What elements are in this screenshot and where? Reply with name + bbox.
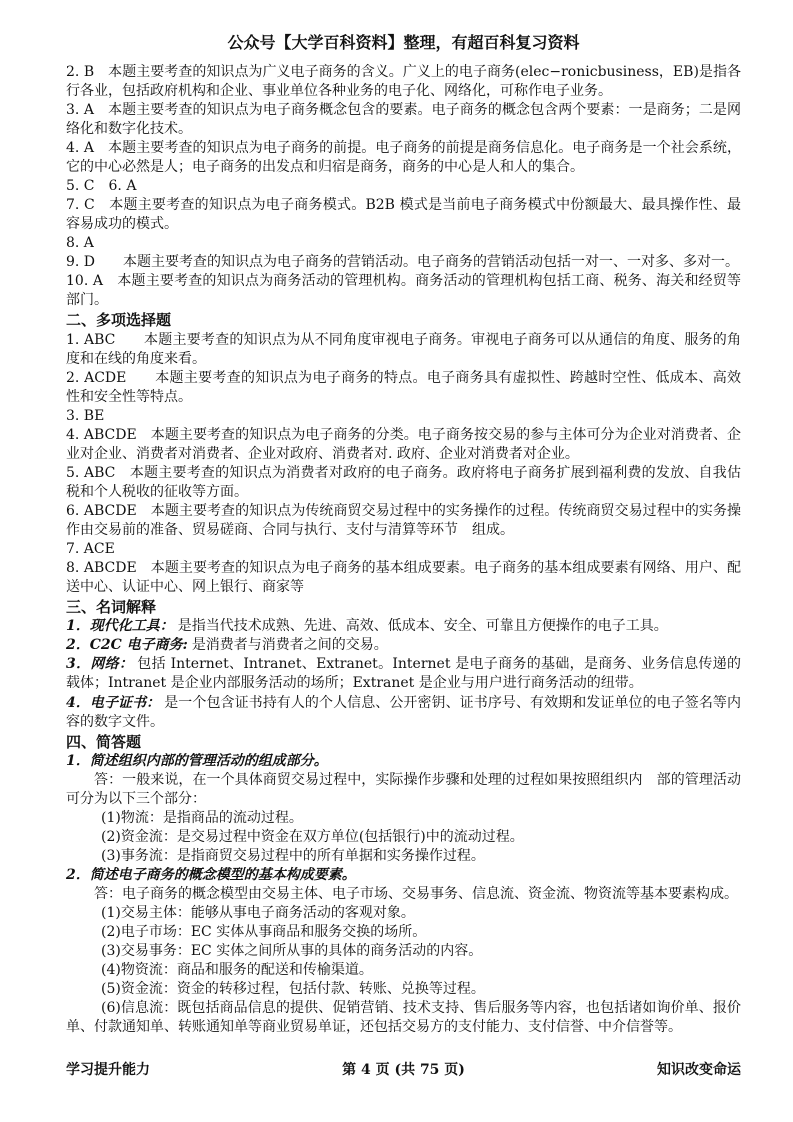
term-text: 是指当代技术成熟、先进、高效、低成本、安全、可靠且方便操作的电子工具。	[177, 618, 668, 635]
term-label: 4．电子证书：	[66, 694, 161, 711]
answer-text: 答：电子商务的概念模型由交易主体、电子市场、交易事务、信息流、资金流、物资流等基本要素构成。	[94, 886, 738, 903]
list-item: (1)交易主体：能够从事电子商务活动的客观对象。	[101, 905, 415, 922]
question-heading: 2．简述电子商务的概念模型的基本构成要素。	[66, 867, 356, 884]
answer-paragraph: 7. ACE	[66, 540, 115, 557]
list-item: (4)物资流：商品和服务的配送和传榆渠道。	[101, 962, 373, 979]
section-heading-multiple-choice: 二、多项选择题	[66, 311, 172, 330]
answer-paragraph: 2. ACDE 本题主要考查的知识点为电子商务的特点。电子商务具有虚拟性、跨越时空性、低成本、高效性和安全性等特点。	[66, 369, 741, 405]
list-item: (6)信息流：既包括商品信息的提供、促销营销、技术支持、售后服务等内容，也包括诸如询价单、报价单、付款通知单、转账通知单等商业贸易单证，还包括交易方的支付能力、支付信誉、中介信誉等。	[66, 1000, 741, 1036]
list-item: (3)交易事务：EC 实体之间所从事的具体的商务活动的内容。	[101, 943, 483, 960]
answer-paragraph: 8. ABCDE 本题主要考查的知识点为电子商务的基本组成要素。电子商务的基本组成要素有网络、用户、配送中心、认证中心、网上银行、商家等	[66, 559, 741, 595]
answer-text: 答：一般来说，在一个具体商贸交易过程中，实际操作步骤和处理的过程如果按照组织内 部的管理活动可分为以下三个部分：	[66, 771, 741, 808]
term-definition	[66, 655, 741, 693]
section-heading-terms: 三、名词解释	[66, 597, 157, 616]
answer-paragraph: 4. ABCDE 本题主要考查的知识点为电子商务的分类。电子商务按交易的参与主体可分为企业对消费者、企业对企业、消费者对消费者、企业对政府、消费者对. 政府、企业对消费者对企业。	[66, 426, 741, 462]
answer-paragraph: 3. A 本题主要考查的知识点为电子商务概念包含的要素。电子商务的概念包含两个要素：一是商务；二是网络化和数字化技术。	[66, 101, 741, 137]
list-item: (1)物流：是指商品的流动过程。	[101, 810, 303, 827]
section-heading-short-answer: 四、简答题	[66, 732, 142, 751]
answer-paragraph: 10. A 本题主要考查的知识点为商务活动的管理机构。商务活动的管理机构包括工商、税务、海关和经贸等部门。	[66, 273, 741, 309]
question-heading: 1．简述组织内部的管理活动的组成部分。	[66, 752, 328, 769]
answer-paragraph: 5. ABC 本题主要考查的知识点为消费者对政府的电子商务。政府将电子商务扩展到福利费的发放、自我估税和个人税收的征收等方面。	[66, 464, 741, 500]
term-label: 1．现代化工具：	[66, 618, 174, 635]
term-text: 包括 Internet、Intranet、Extranet。Internet 是电子商务的基础，是商务、业务信息传递的载体；Intranet 是企业内部服务活动的场所；Extranet 是企业与用户进行商务活动的纽带。	[66, 656, 741, 692]
term-label: 3．网络：	[66, 656, 134, 673]
page-footer	[66, 1061, 741, 1080]
answer-paragraph: 5. C 6. A	[66, 177, 137, 194]
list-item: (2)资金流：是交易过程中资金在双方单位(包括银行)中的流动过程。	[101, 829, 524, 846]
footer-page-number: 第 4 页 (共 75 页)	[342, 1062, 465, 1079]
answer-paragraph: 4. A 本题主要考查的知识点为电子商务的前提。电子商务的前提是商务信息化。电子商务是一个社会系统，它的中心必然是人；电子商务的出发点和归宿是商务，商务的中心是人和人的集合。	[66, 139, 741, 175]
term-text: 是消费者与消费者之间的交易。	[191, 637, 388, 654]
answer-paragraph: 2. B 本题主要考查的知识点为广义电子商务的含义。广义上的电子商务(elec−ronicbusiness，EB)是指各行各业，包括政府机构和企业、事业单位各种业务的电子化、网络化，可称作电子业务。	[66, 63, 741, 99]
term-text: 是一个包含证书持有人的个人信息、公开密钥、证书序号、有效期和发证单位的电子签名等内容的数字文件。	[66, 694, 741, 730]
footer-left-slogan: 学习提升能力	[66, 1062, 150, 1079]
answer-paragraph: 8. A	[66, 235, 94, 252]
answer-paragraph: 3. BE	[66, 407, 105, 424]
term-definition	[66, 694, 741, 732]
answer-paragraph: 1. ABC 本题主要考查的知识点为从不同角度审视电子商务。审视电子商务可以从通信的角度、服务的角度和在线的角度来看。	[66, 331, 741, 367]
answer-paragraph: 6. ABCDE 本题主要考查的知识点为传统商贸交易过程中的实务操作的过程。传统商贸交易过程中的实务操作由交易前的准备、贸易磋商、合同与执行、支付与清算等环节 组成。	[66, 502, 741, 538]
document-body	[66, 63, 741, 1038]
list-item: (2)电子市场：EC 实体从事商品和服务交换的场所。	[101, 924, 427, 941]
footer-right-slogan: 知识改变命运	[657, 1062, 741, 1079]
page-header-title: 公众号【大学百科资料】整理，有超百科复习资料	[227, 33, 580, 52]
term-label: 2．C2C 电子商务:	[66, 637, 188, 654]
term-definition	[66, 617, 741, 636]
list-item: (3)事务流：是指商贸交易过程中的所有单据和实务操作过程。	[101, 848, 485, 865]
list-item: (5)资金流：资金的转移过程，包括付款、转账、兑换等过程。	[101, 981, 485, 998]
answer-paragraph: 9. D 本题主要考查的知识点为电子商务的营销活动。电子商务的营销活动包括一对一、一对多、多对一。	[66, 254, 740, 271]
term-definition	[66, 636, 741, 655]
answer-paragraph: 7. C 本题主要考查的知识点为电子商务模式。B2B 模式是当前电子商务模式中份额最大、最具操作性、最容易成功的模式。	[66, 196, 741, 232]
